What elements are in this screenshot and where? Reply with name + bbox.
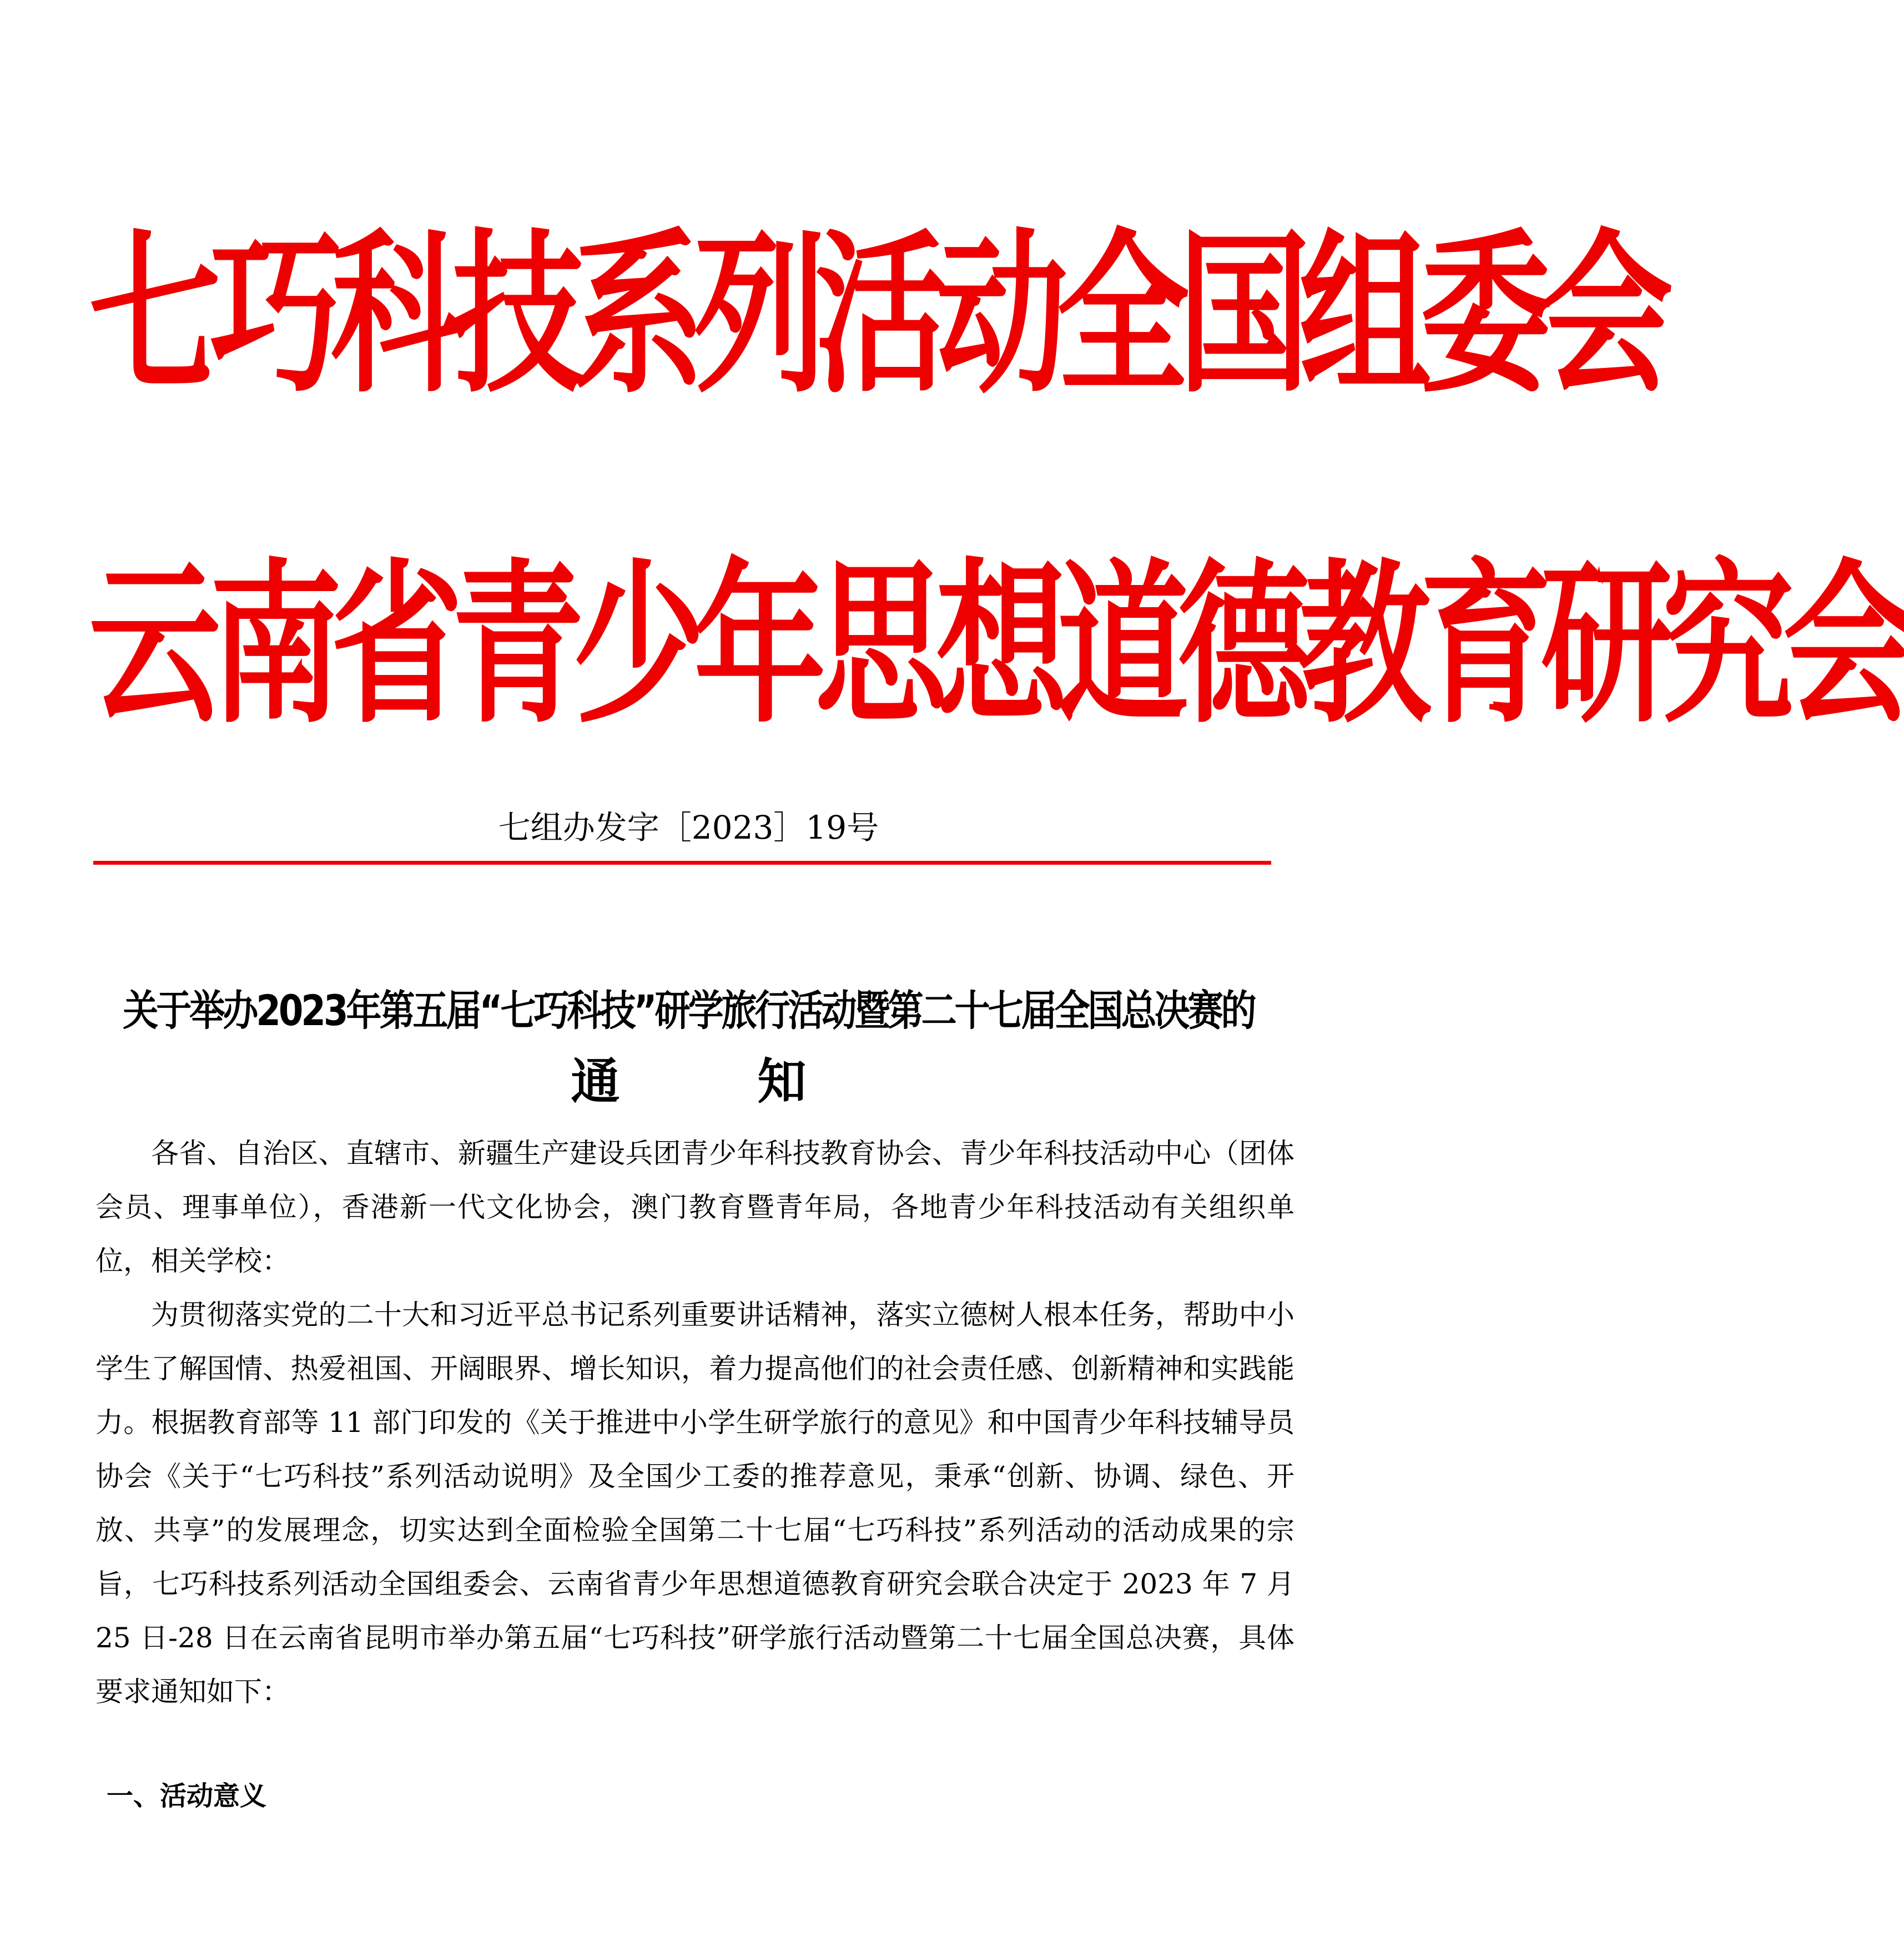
red-divider: [93, 861, 1271, 865]
notice-title: 关于举办2023年第五届“七巧科技”研学旅行活动暨第二十七届全国总决赛的: [123, 987, 1255, 1036]
issuer-name-1: 七巧科技系列活动全国组委会: [89, 214, 1662, 417]
notice-body: [95, 1127, 1294, 1719]
section-heading: 一、活动意义: [107, 1780, 267, 1812]
notice-heading: 通知: [571, 1053, 944, 1110]
document-number: 七组办发字［2023］19号: [498, 809, 879, 846]
issuer-name-2: 云南省青少年思想道德教育研究会: [89, 544, 1904, 748]
body-paragraph: 为贯彻落实党的二十大和习近平总书记系列重要讲话精神，落实立德树人根本任务，帮助中小学生了解国情、热爱祖国、开阔眼界、增长知识，着力提高他们的社会责任感、创新精神和实践能力。根据教育部等 11 部门印发的《关于推进中小学生研学旅行的意见》和中国青少年科技辅导员协会《关于“七巧科技”系列活动说明》及全国少工委的推荐意见，秉承“创新、协调、绿色、开放、共享”的发展理念，切实达到全面检验全国第二十七届“七巧科技”系列活动的活动成果的宗旨，七巧科技系列活动全国组委会、云南省青少年思想道德教育研究会联合决定于 2023 年 7 月 25 日-28 日在云南省昆明市举办第五届“七巧科技”研学旅行活动暨第二十七届全国总决赛，具体要求通知如下：: [95, 1299, 1294, 1708]
salutation-paragraph: 各省、自治区、直辖市、新疆生产建设兵团青少年科技教育协会、青少年科技活动中心（团体会员、理事单位），香港新一代文化协会，澳门教育暨青年局，各地青少年科技活动有关组织单位，相关学校：: [95, 1137, 1294, 1277]
